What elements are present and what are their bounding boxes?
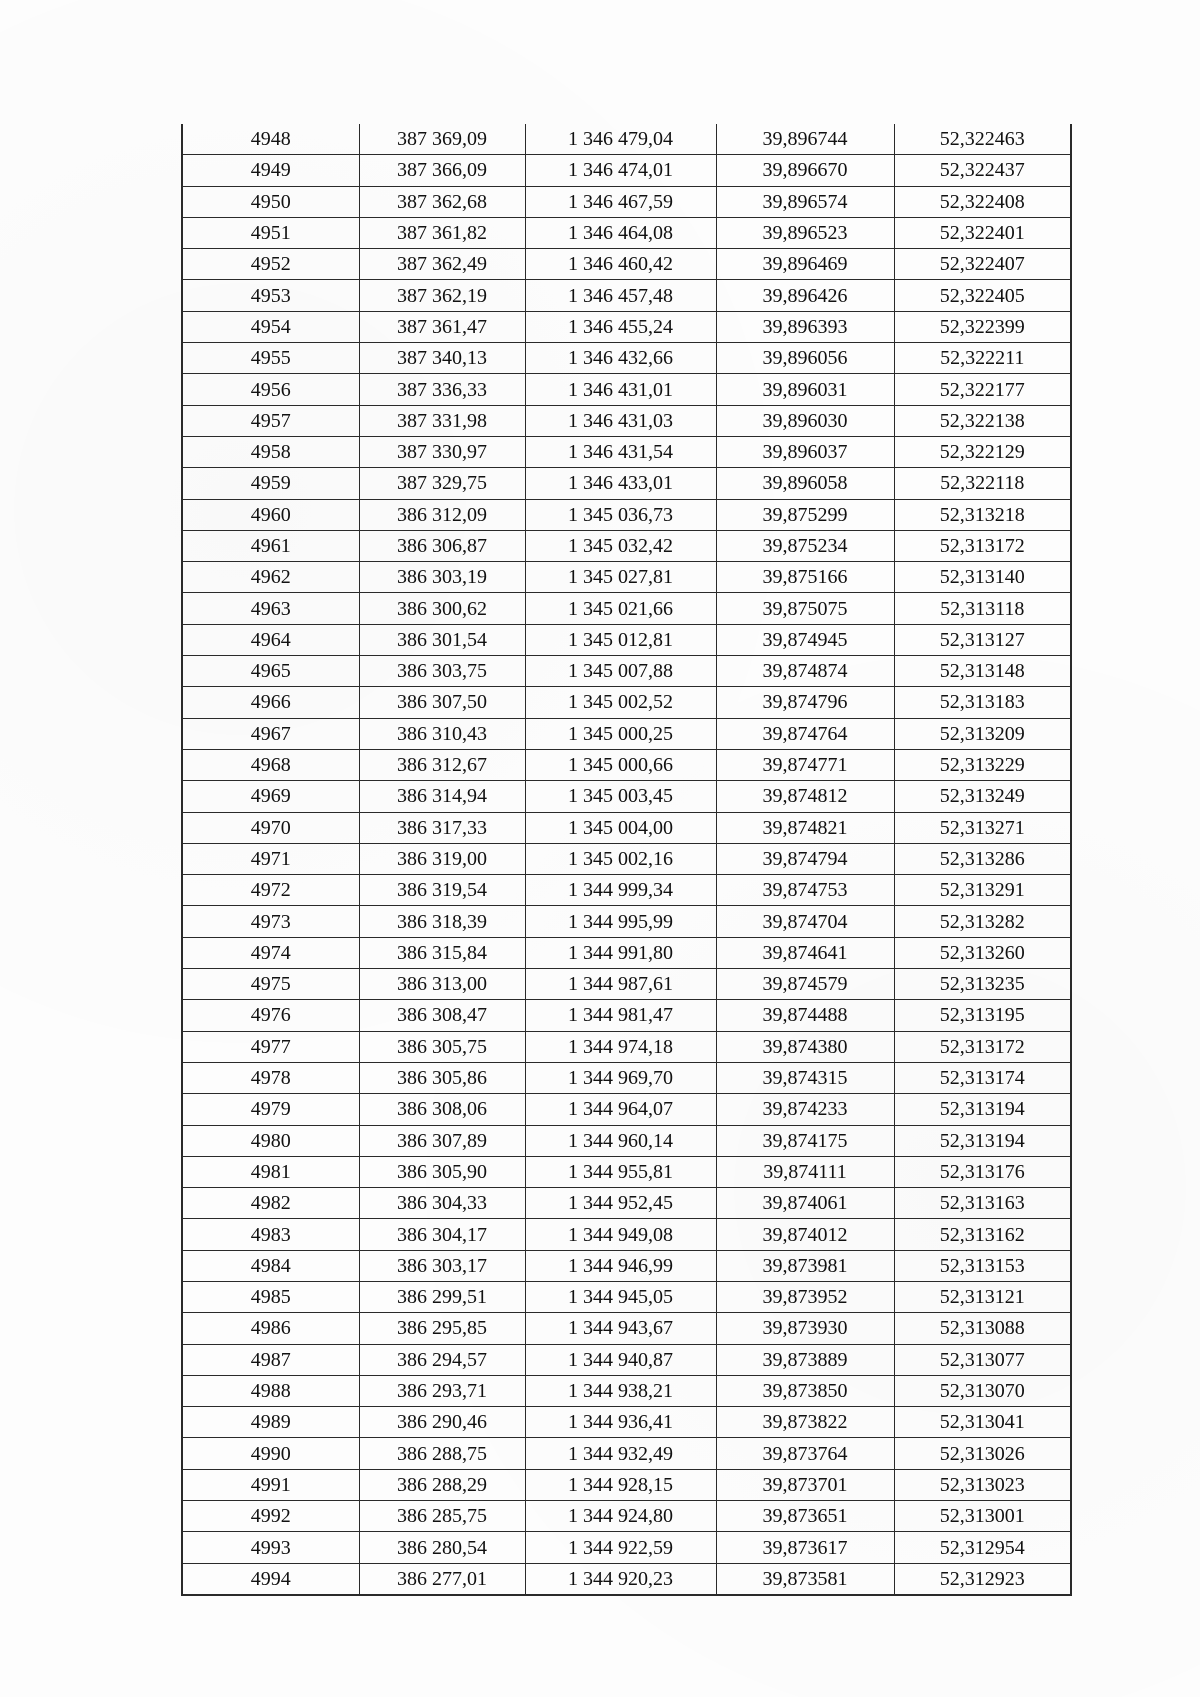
longitude-cell: 39,896037 bbox=[716, 436, 894, 467]
table-row bbox=[182, 1313, 1071, 1344]
x-coordinate-cell: 386 319,00 bbox=[359, 843, 525, 874]
latitude-cell: 52,322401 bbox=[894, 217, 1071, 248]
latitude-cell: 52,313118 bbox=[894, 593, 1071, 624]
point-number-cell: 4969 bbox=[182, 781, 359, 812]
x-coordinate-cell: 386 312,67 bbox=[359, 749, 525, 780]
latitude-cell: 52,313001 bbox=[894, 1501, 1071, 1532]
y-coordinate-cell: 1 346 464,08 bbox=[525, 217, 716, 248]
x-coordinate-cell: 386 319,54 bbox=[359, 875, 525, 906]
latitude-cell: 52,313249 bbox=[894, 781, 1071, 812]
table-row bbox=[182, 280, 1071, 311]
longitude-cell: 39,874945 bbox=[716, 624, 894, 655]
y-coordinate-cell: 1 345 003,45 bbox=[525, 781, 716, 812]
table-row bbox=[182, 1563, 1071, 1595]
point-number-cell: 4987 bbox=[182, 1344, 359, 1375]
x-coordinate-cell: 386 288,29 bbox=[359, 1469, 525, 1500]
x-coordinate-cell: 386 294,57 bbox=[359, 1344, 525, 1375]
latitude-cell: 52,322405 bbox=[894, 280, 1071, 311]
table-row bbox=[182, 217, 1071, 248]
table-row bbox=[182, 718, 1071, 749]
point-number-cell: 4977 bbox=[182, 1031, 359, 1062]
point-number-cell: 4978 bbox=[182, 1062, 359, 1093]
longitude-cell: 39,874579 bbox=[716, 969, 894, 1000]
point-number-cell: 4959 bbox=[182, 468, 359, 499]
point-number-cell: 4991 bbox=[182, 1469, 359, 1500]
x-coordinate-cell: 386 304,17 bbox=[359, 1219, 525, 1250]
point-number-cell: 4981 bbox=[182, 1156, 359, 1187]
latitude-cell: 52,313194 bbox=[894, 1094, 1071, 1125]
longitude-cell: 39,874753 bbox=[716, 875, 894, 906]
x-coordinate-cell: 387 361,47 bbox=[359, 311, 525, 342]
latitude-cell: 52,313088 bbox=[894, 1313, 1071, 1344]
latitude-cell: 52,313183 bbox=[894, 687, 1071, 718]
longitude-cell: 39,873850 bbox=[716, 1375, 894, 1406]
longitude-cell: 39,874704 bbox=[716, 906, 894, 937]
point-number-cell: 4982 bbox=[182, 1188, 359, 1219]
table-row bbox=[182, 405, 1071, 436]
point-number-cell: 4983 bbox=[182, 1219, 359, 1250]
latitude-cell: 52,313235 bbox=[894, 969, 1071, 1000]
y-coordinate-cell: 1 344 949,08 bbox=[525, 1219, 716, 1250]
y-coordinate-cell: 1 345 004,00 bbox=[525, 812, 716, 843]
point-number-cell: 4975 bbox=[182, 969, 359, 1000]
table-row bbox=[182, 593, 1071, 624]
table-row bbox=[182, 969, 1071, 1000]
y-coordinate-cell: 1 344 928,15 bbox=[525, 1469, 716, 1500]
point-number-cell: 4970 bbox=[182, 812, 359, 843]
latitude-cell: 52,313026 bbox=[894, 1438, 1071, 1469]
latitude-cell: 52,313286 bbox=[894, 843, 1071, 874]
x-coordinate-cell: 386 288,75 bbox=[359, 1438, 525, 1469]
table-row bbox=[182, 155, 1071, 186]
longitude-cell: 39,874315 bbox=[716, 1062, 894, 1093]
table-row bbox=[182, 1031, 1071, 1062]
latitude-cell: 52,313195 bbox=[894, 1000, 1071, 1031]
point-number-cell: 4960 bbox=[182, 499, 359, 530]
latitude-cell: 52,313194 bbox=[894, 1125, 1071, 1156]
y-coordinate-cell: 1 344 974,18 bbox=[525, 1031, 716, 1062]
y-coordinate-cell: 1 345 002,16 bbox=[525, 843, 716, 874]
table-row bbox=[182, 468, 1071, 499]
x-coordinate-cell: 387 362,68 bbox=[359, 186, 525, 217]
longitude-cell: 39,896056 bbox=[716, 343, 894, 374]
table-row bbox=[182, 937, 1071, 968]
latitude-cell: 52,312954 bbox=[894, 1532, 1071, 1563]
x-coordinate-cell: 386 317,33 bbox=[359, 812, 525, 843]
longitude-cell: 39,874812 bbox=[716, 781, 894, 812]
table-row bbox=[182, 499, 1071, 530]
table-row bbox=[182, 1062, 1071, 1093]
table-row bbox=[182, 1250, 1071, 1281]
x-coordinate-cell: 386 307,89 bbox=[359, 1125, 525, 1156]
latitude-cell: 52,313163 bbox=[894, 1188, 1071, 1219]
longitude-cell: 39,874771 bbox=[716, 749, 894, 780]
point-number-cell: 4957 bbox=[182, 405, 359, 436]
x-coordinate-cell: 387 369,09 bbox=[359, 124, 525, 155]
y-coordinate-cell: 1 344 946,99 bbox=[525, 1250, 716, 1281]
y-coordinate-cell: 1 344 969,70 bbox=[525, 1062, 716, 1093]
x-coordinate-cell: 386 285,75 bbox=[359, 1501, 525, 1532]
point-number-cell: 4958 bbox=[182, 436, 359, 467]
table-row bbox=[182, 781, 1071, 812]
longitude-cell: 39,874796 bbox=[716, 687, 894, 718]
point-number-cell: 4954 bbox=[182, 311, 359, 342]
longitude-cell: 39,873764 bbox=[716, 1438, 894, 1469]
y-coordinate-cell: 1 345 007,88 bbox=[525, 656, 716, 687]
latitude-cell: 52,313023 bbox=[894, 1469, 1071, 1500]
x-coordinate-cell: 386 305,90 bbox=[359, 1156, 525, 1187]
point-number-cell: 4967 bbox=[182, 718, 359, 749]
longitude-cell: 39,874111 bbox=[716, 1156, 894, 1187]
x-coordinate-cell: 386 313,00 bbox=[359, 969, 525, 1000]
y-coordinate-cell: 1 346 431,54 bbox=[525, 436, 716, 467]
x-coordinate-cell: 386 299,51 bbox=[359, 1281, 525, 1312]
point-number-cell: 4984 bbox=[182, 1250, 359, 1281]
x-coordinate-cell: 386 303,19 bbox=[359, 562, 525, 593]
longitude-cell: 39,874874 bbox=[716, 656, 894, 687]
x-coordinate-cell: 386 300,62 bbox=[359, 593, 525, 624]
longitude-cell: 39,896031 bbox=[716, 374, 894, 405]
latitude-cell: 52,322138 bbox=[894, 405, 1071, 436]
longitude-cell: 39,874821 bbox=[716, 812, 894, 843]
y-coordinate-cell: 1 345 027,81 bbox=[525, 562, 716, 593]
y-coordinate-cell: 1 346 432,66 bbox=[525, 343, 716, 374]
y-coordinate-cell: 1 345 021,66 bbox=[525, 593, 716, 624]
x-coordinate-cell: 386 295,85 bbox=[359, 1313, 525, 1344]
point-number-cell: 4948 bbox=[182, 124, 359, 155]
x-coordinate-cell: 386 304,33 bbox=[359, 1188, 525, 1219]
longitude-cell: 39,873889 bbox=[716, 1344, 894, 1375]
table-row bbox=[182, 436, 1071, 467]
latitude-cell: 52,313176 bbox=[894, 1156, 1071, 1187]
longitude-cell: 39,875075 bbox=[716, 593, 894, 624]
longitude-cell: 39,875234 bbox=[716, 530, 894, 561]
table-row bbox=[182, 1281, 1071, 1312]
y-coordinate-cell: 1 345 000,66 bbox=[525, 749, 716, 780]
table-row bbox=[182, 1156, 1071, 1187]
point-number-cell: 4968 bbox=[182, 749, 359, 780]
y-coordinate-cell: 1 346 431,03 bbox=[525, 405, 716, 436]
point-number-cell: 4965 bbox=[182, 656, 359, 687]
latitude-cell: 52,313153 bbox=[894, 1250, 1071, 1281]
table-row bbox=[182, 249, 1071, 280]
x-coordinate-cell: 387 330,97 bbox=[359, 436, 525, 467]
x-coordinate-cell: 386 277,01 bbox=[359, 1563, 525, 1595]
x-coordinate-cell: 387 366,09 bbox=[359, 155, 525, 186]
x-coordinate-cell: 386 293,71 bbox=[359, 1375, 525, 1406]
longitude-cell: 39,875166 bbox=[716, 562, 894, 593]
point-number-cell: 4974 bbox=[182, 937, 359, 968]
y-coordinate-cell: 1 346 431,01 bbox=[525, 374, 716, 405]
x-coordinate-cell: 386 280,54 bbox=[359, 1532, 525, 1563]
longitude-cell: 39,896393 bbox=[716, 311, 894, 342]
point-number-cell: 4973 bbox=[182, 906, 359, 937]
point-number-cell: 4962 bbox=[182, 562, 359, 593]
point-number-cell: 4988 bbox=[182, 1375, 359, 1406]
x-coordinate-cell: 386 306,87 bbox=[359, 530, 525, 561]
table-row bbox=[182, 624, 1071, 655]
point-number-cell: 4949 bbox=[182, 155, 359, 186]
latitude-cell: 52,313282 bbox=[894, 906, 1071, 937]
table-row bbox=[182, 311, 1071, 342]
latitude-cell: 52,313209 bbox=[894, 718, 1071, 749]
point-number-cell: 4993 bbox=[182, 1532, 359, 1563]
latitude-cell: 52,313218 bbox=[894, 499, 1071, 530]
y-coordinate-cell: 1 344 936,41 bbox=[525, 1407, 716, 1438]
x-coordinate-cell: 387 336,33 bbox=[359, 374, 525, 405]
point-number-cell: 4963 bbox=[182, 593, 359, 624]
longitude-cell: 39,874061 bbox=[716, 1188, 894, 1219]
latitude-cell: 52,322177 bbox=[894, 374, 1071, 405]
point-number-cell: 4972 bbox=[182, 875, 359, 906]
point-number-cell: 4989 bbox=[182, 1407, 359, 1438]
longitude-cell: 39,873701 bbox=[716, 1469, 894, 1500]
x-coordinate-cell: 386 307,50 bbox=[359, 687, 525, 718]
table-row bbox=[182, 374, 1071, 405]
longitude-cell: 39,873651 bbox=[716, 1501, 894, 1532]
coordinates-table bbox=[181, 124, 1072, 1596]
x-coordinate-cell: 386 301,54 bbox=[359, 624, 525, 655]
x-coordinate-cell: 387 331,98 bbox=[359, 405, 525, 436]
longitude-cell: 39,896574 bbox=[716, 186, 894, 217]
table-row bbox=[182, 656, 1071, 687]
longitude-cell: 39,896058 bbox=[716, 468, 894, 499]
point-number-cell: 4956 bbox=[182, 374, 359, 405]
point-number-cell: 4979 bbox=[182, 1094, 359, 1125]
y-coordinate-cell: 1 345 002,52 bbox=[525, 687, 716, 718]
latitude-cell: 52,313148 bbox=[894, 656, 1071, 687]
table-row bbox=[182, 124, 1071, 155]
x-coordinate-cell: 386 315,84 bbox=[359, 937, 525, 968]
point-number-cell: 4971 bbox=[182, 843, 359, 874]
longitude-cell: 39,874233 bbox=[716, 1094, 894, 1125]
longitude-cell: 39,896744 bbox=[716, 124, 894, 155]
y-coordinate-cell: 1 344 940,87 bbox=[525, 1344, 716, 1375]
y-coordinate-cell: 1 346 479,04 bbox=[525, 124, 716, 155]
point-number-cell: 4950 bbox=[182, 186, 359, 217]
table-row bbox=[182, 1125, 1071, 1156]
table-row bbox=[182, 530, 1071, 561]
table-row bbox=[182, 687, 1071, 718]
table-row bbox=[182, 1469, 1071, 1500]
table-row bbox=[182, 1501, 1071, 1532]
y-coordinate-cell: 1 344 991,80 bbox=[525, 937, 716, 968]
x-coordinate-cell: 386 318,39 bbox=[359, 906, 525, 937]
latitude-cell: 52,322211 bbox=[894, 343, 1071, 374]
coordinates-table-body bbox=[182, 124, 1071, 1595]
point-number-cell: 4994 bbox=[182, 1563, 359, 1595]
latitude-cell: 52,313172 bbox=[894, 1031, 1071, 1062]
latitude-cell: 52,313271 bbox=[894, 812, 1071, 843]
table-row bbox=[182, 562, 1071, 593]
y-coordinate-cell: 1 344 987,61 bbox=[525, 969, 716, 1000]
longitude-cell: 39,874794 bbox=[716, 843, 894, 874]
latitude-cell: 52,313070 bbox=[894, 1375, 1071, 1406]
y-coordinate-cell: 1 346 433,01 bbox=[525, 468, 716, 499]
x-coordinate-cell: 386 303,75 bbox=[359, 656, 525, 687]
x-coordinate-cell: 386 308,47 bbox=[359, 1000, 525, 1031]
x-coordinate-cell: 387 340,13 bbox=[359, 343, 525, 374]
y-coordinate-cell: 1 344 981,47 bbox=[525, 1000, 716, 1031]
longitude-cell: 39,873581 bbox=[716, 1563, 894, 1595]
table-row bbox=[182, 1532, 1071, 1563]
longitude-cell: 39,874764 bbox=[716, 718, 894, 749]
y-coordinate-cell: 1 344 995,99 bbox=[525, 906, 716, 937]
x-coordinate-cell: 387 361,82 bbox=[359, 217, 525, 248]
longitude-cell: 39,874488 bbox=[716, 1000, 894, 1031]
point-number-cell: 4952 bbox=[182, 249, 359, 280]
longitude-cell: 39,873981 bbox=[716, 1250, 894, 1281]
y-coordinate-cell: 1 344 955,81 bbox=[525, 1156, 716, 1187]
table-row bbox=[182, 1094, 1071, 1125]
point-number-cell: 4964 bbox=[182, 624, 359, 655]
x-coordinate-cell: 386 308,06 bbox=[359, 1094, 525, 1125]
latitude-cell: 52,322437 bbox=[894, 155, 1071, 186]
table-row bbox=[182, 1407, 1071, 1438]
longitude-cell: 39,874012 bbox=[716, 1219, 894, 1250]
longitude-cell: 39,873952 bbox=[716, 1281, 894, 1312]
longitude-cell: 39,896426 bbox=[716, 280, 894, 311]
point-number-cell: 4961 bbox=[182, 530, 359, 561]
x-coordinate-cell: 387 362,49 bbox=[359, 249, 525, 280]
latitude-cell: 52,313041 bbox=[894, 1407, 1071, 1438]
y-coordinate-cell: 1 345 032,42 bbox=[525, 530, 716, 561]
latitude-cell: 52,313174 bbox=[894, 1062, 1071, 1093]
table-row bbox=[182, 1344, 1071, 1375]
latitude-cell: 52,313140 bbox=[894, 562, 1071, 593]
longitude-cell: 39,896469 bbox=[716, 249, 894, 280]
y-coordinate-cell: 1 344 922,59 bbox=[525, 1532, 716, 1563]
y-coordinate-cell: 1 346 457,48 bbox=[525, 280, 716, 311]
latitude-cell: 52,322463 bbox=[894, 124, 1071, 155]
y-coordinate-cell: 1 345 012,81 bbox=[525, 624, 716, 655]
y-coordinate-cell: 1 346 460,42 bbox=[525, 249, 716, 280]
y-coordinate-cell: 1 346 474,01 bbox=[525, 155, 716, 186]
latitude-cell: 52,313127 bbox=[894, 624, 1071, 655]
table-row bbox=[182, 875, 1071, 906]
y-coordinate-cell: 1 345 036,73 bbox=[525, 499, 716, 530]
y-coordinate-cell: 1 344 964,07 bbox=[525, 1094, 716, 1125]
x-coordinate-cell: 387 362,19 bbox=[359, 280, 525, 311]
x-coordinate-cell: 386 314,94 bbox=[359, 781, 525, 812]
longitude-cell: 39,874175 bbox=[716, 1125, 894, 1156]
point-number-cell: 4980 bbox=[182, 1125, 359, 1156]
y-coordinate-cell: 1 346 467,59 bbox=[525, 186, 716, 217]
latitude-cell: 52,322118 bbox=[894, 468, 1071, 499]
table-row bbox=[182, 843, 1071, 874]
x-coordinate-cell: 386 305,75 bbox=[359, 1031, 525, 1062]
point-number-cell: 4951 bbox=[182, 217, 359, 248]
y-coordinate-cell: 1 345 000,25 bbox=[525, 718, 716, 749]
longitude-cell: 39,896523 bbox=[716, 217, 894, 248]
y-coordinate-cell: 1 344 960,14 bbox=[525, 1125, 716, 1156]
longitude-cell: 39,873617 bbox=[716, 1532, 894, 1563]
point-number-cell: 4985 bbox=[182, 1281, 359, 1312]
latitude-cell: 52,313260 bbox=[894, 937, 1071, 968]
latitude-cell: 52,313121 bbox=[894, 1281, 1071, 1312]
latitude-cell: 52,313291 bbox=[894, 875, 1071, 906]
table-row bbox=[182, 343, 1071, 374]
latitude-cell: 52,322407 bbox=[894, 249, 1071, 280]
longitude-cell: 39,875299 bbox=[716, 499, 894, 530]
table-row bbox=[182, 1219, 1071, 1250]
table-row bbox=[182, 1188, 1071, 1219]
y-coordinate-cell: 1 344 943,67 bbox=[525, 1313, 716, 1344]
point-number-cell: 4990 bbox=[182, 1438, 359, 1469]
table-row bbox=[182, 906, 1071, 937]
y-coordinate-cell: 1 344 999,34 bbox=[525, 875, 716, 906]
x-coordinate-cell: 386 305,86 bbox=[359, 1062, 525, 1093]
point-number-cell: 4953 bbox=[182, 280, 359, 311]
table-row bbox=[182, 749, 1071, 780]
latitude-cell: 52,322399 bbox=[894, 311, 1071, 342]
latitude-cell: 52,312923 bbox=[894, 1563, 1071, 1595]
y-coordinate-cell: 1 346 455,24 bbox=[525, 311, 716, 342]
x-coordinate-cell: 386 303,17 bbox=[359, 1250, 525, 1281]
y-coordinate-cell: 1 344 924,80 bbox=[525, 1501, 716, 1532]
x-coordinate-cell: 386 310,43 bbox=[359, 718, 525, 749]
table-row bbox=[182, 812, 1071, 843]
table-row bbox=[182, 1000, 1071, 1031]
latitude-cell: 52,313077 bbox=[894, 1344, 1071, 1375]
longitude-cell: 39,873822 bbox=[716, 1407, 894, 1438]
point-number-cell: 4992 bbox=[182, 1501, 359, 1532]
latitude-cell: 52,322408 bbox=[894, 186, 1071, 217]
longitude-cell: 39,873930 bbox=[716, 1313, 894, 1344]
y-coordinate-cell: 1 344 932,49 bbox=[525, 1438, 716, 1469]
y-coordinate-cell: 1 344 952,45 bbox=[525, 1188, 716, 1219]
x-coordinate-cell: 387 329,75 bbox=[359, 468, 525, 499]
latitude-cell: 52,313162 bbox=[894, 1219, 1071, 1250]
latitude-cell: 52,313172 bbox=[894, 530, 1071, 561]
longitude-cell: 39,874641 bbox=[716, 937, 894, 968]
y-coordinate-cell: 1 344 938,21 bbox=[525, 1375, 716, 1406]
x-coordinate-cell: 386 290,46 bbox=[359, 1407, 525, 1438]
point-number-cell: 4976 bbox=[182, 1000, 359, 1031]
table-row bbox=[182, 1375, 1071, 1406]
y-coordinate-cell: 1 344 920,23 bbox=[525, 1563, 716, 1595]
y-coordinate-cell: 1 344 945,05 bbox=[525, 1281, 716, 1312]
x-coordinate-cell: 386 312,09 bbox=[359, 499, 525, 530]
longitude-cell: 39,896670 bbox=[716, 155, 894, 186]
table-row bbox=[182, 186, 1071, 217]
point-number-cell: 4966 bbox=[182, 687, 359, 718]
latitude-cell: 52,322129 bbox=[894, 436, 1071, 467]
latitude-cell: 52,313229 bbox=[894, 749, 1071, 780]
point-number-cell: 4986 bbox=[182, 1313, 359, 1344]
longitude-cell: 39,896030 bbox=[716, 405, 894, 436]
point-number-cell: 4955 bbox=[182, 343, 359, 374]
longitude-cell: 39,874380 bbox=[716, 1031, 894, 1062]
table-row bbox=[182, 1438, 1071, 1469]
